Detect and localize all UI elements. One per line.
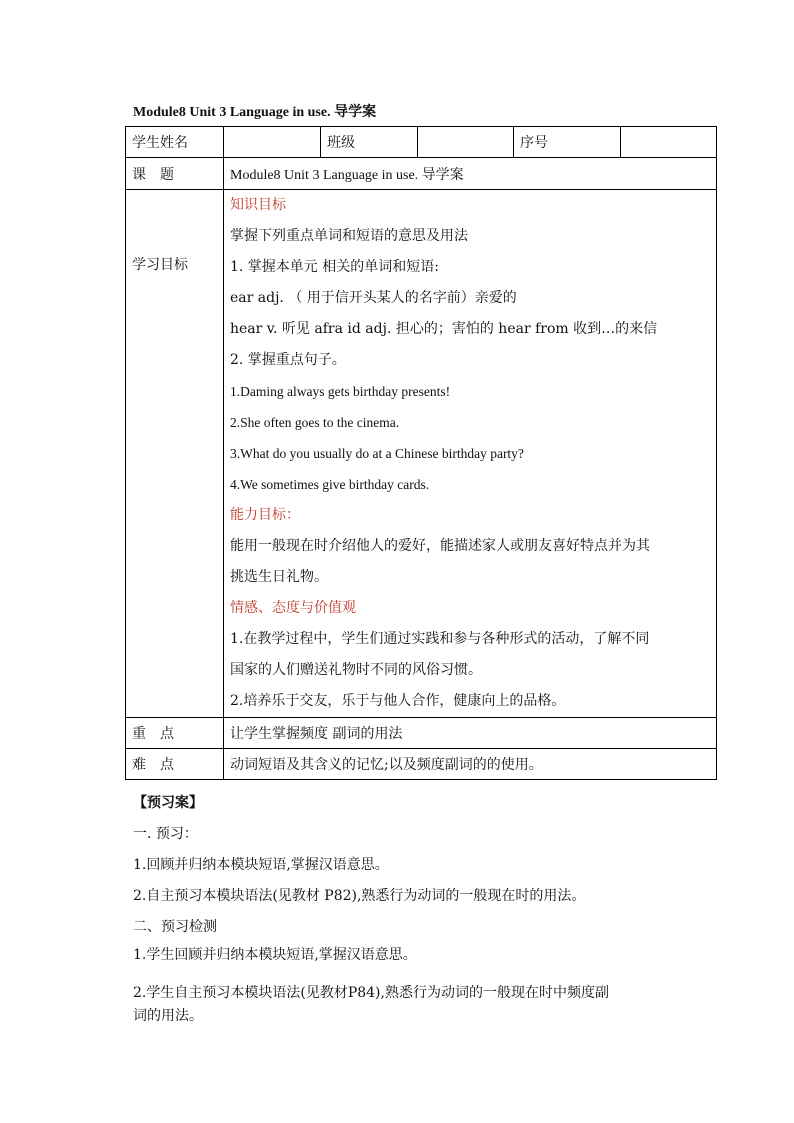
difficult-point-label: 难 点 bbox=[126, 749, 224, 780]
topic-row bbox=[126, 158, 717, 190]
key-point-label: 重 点 bbox=[126, 718, 224, 749]
goals-label bbox=[126, 190, 224, 718]
preview-item-4-line-1: 2.学生自主预习本模块语法(见教材P84),熟悉行为动词的一般现在时中频度副 bbox=[133, 985, 609, 1001]
difficult-point-value: 动词短语及其含义的记忆;以及频度副词的的使用。 bbox=[224, 749, 717, 780]
topic-value: Module8 Unit 3 Language in use. 导学案 bbox=[224, 158, 717, 190]
goals-line: 挑选生日礼物。 bbox=[230, 569, 328, 585]
goals-line: 2.培养乐于交友，乐于与他人合作，健康向上的品格。 bbox=[230, 693, 566, 709]
number-label: 序号 bbox=[514, 127, 621, 158]
goals-line: 2. 掌握重点句子。 bbox=[230, 352, 346, 368]
preview-heading: 【预习案】 bbox=[133, 795, 203, 811]
number-field[interactable] bbox=[621, 127, 717, 158]
student-name-field[interactable] bbox=[224, 127, 321, 158]
preview-section-2-title: 二、预习检测 bbox=[133, 919, 217, 935]
preview-section-1-title: 一. 预习： bbox=[133, 826, 198, 842]
goals-line: 3.What do you usually do at a Chinese birthday party? bbox=[230, 446, 524, 461]
difficult-point-row bbox=[126, 749, 717, 780]
goals-line: 情感、态度与价值观 bbox=[230, 600, 356, 616]
goals-label-text: 学习目标 bbox=[132, 257, 188, 273]
goals-line: 掌握下列重点单词和短语的意思及用法 bbox=[230, 228, 468, 244]
preview-item-2: 2.自主预习本模块语法(见教材 P82),熟悉行为动词的一般现在时的用法。 bbox=[133, 888, 586, 904]
goals-line: 4.We sometimes give birthday cards. bbox=[230, 477, 430, 492]
study-plan-table bbox=[125, 126, 717, 780]
goals-line: 1. 掌握本单元 相关的单词和短语: bbox=[230, 259, 439, 275]
goals-line: hear v. 听见 afra id adj. 担心的；害怕的 hear from 收到…的来信 bbox=[230, 321, 658, 337]
goals-line: 能力目标： bbox=[230, 507, 300, 523]
key-point-value: 让学生掌握频度 副词的用法 bbox=[224, 718, 717, 749]
preview-item-4-line-2: 词的用法。 bbox=[133, 1008, 203, 1024]
topic-label: 课 题 bbox=[126, 158, 224, 190]
goals-line: 1.Daming always gets birthday presents! bbox=[230, 384, 451, 399]
goals-row bbox=[126, 190, 717, 718]
goals-content bbox=[224, 190, 717, 718]
key-point-row bbox=[126, 718, 717, 749]
goals-line: 国家的人们赠送礼物时不同的风俗习惯。 bbox=[230, 662, 482, 678]
student-name-label: 学生姓名 bbox=[126, 127, 224, 158]
goals-line: 能用一般现在时介绍他人的爱好，能描述家人或朋友喜好特点并为其 bbox=[230, 538, 650, 554]
goals-line: 2.She often goes to the cinema. bbox=[230, 415, 400, 430]
goals-line: 1.在教学过程中，学生们通过实践和参与各种形式的活动，了解不同 bbox=[230, 631, 650, 647]
student-info-row bbox=[126, 127, 717, 158]
preview-item-1: 1.回顾并归纳本模块短语,掌握汉语意思。 bbox=[133, 857, 389, 873]
document-title: Module8 Unit 3 Language in use. 导学案 bbox=[133, 105, 377, 120]
preview-item-3: 1.学生回顾并归纳本模块短语,掌握汉语意思。 bbox=[133, 947, 417, 963]
class-label: 班级 bbox=[321, 127, 418, 158]
goals-line: 知识目标 bbox=[230, 197, 286, 213]
class-field[interactable] bbox=[418, 127, 514, 158]
goals-line: ear adj. （ 用于信开头某人的名字前）亲爱的 bbox=[230, 290, 517, 306]
